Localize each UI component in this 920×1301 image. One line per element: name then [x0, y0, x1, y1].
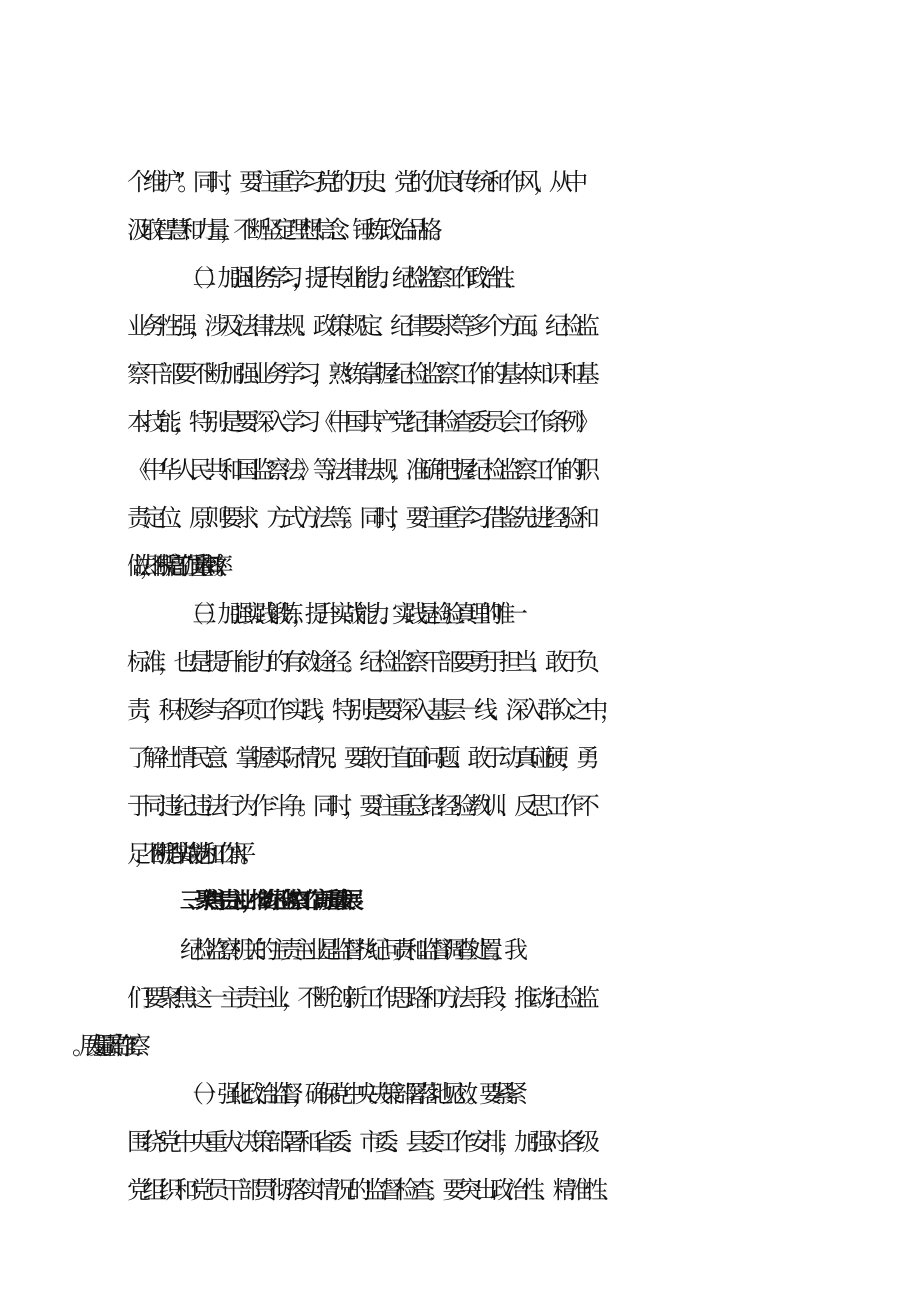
body-line-12: 责，积极参与各项工作实践，特别是要深入基层一线、深入群众之中，	[127, 696, 616, 724]
section-2-3-title-line: （三）加强实践锻炼，提升实战能力。实践是检验真理的唯一	[180, 600, 517, 628]
body-line-11: 标准，也是提升能力的有效途径。纪检监察干部要勇于担当、敢于负	[127, 648, 592, 676]
body-line-15: 足，不断提升实战能力和工作水平。	[127, 840, 248, 868]
body-line-5: 察干部要不断加强业务学习，熟练掌握纪检监察工作的基本知识和基	[127, 360, 592, 388]
section-2-2-title-line: （二）加强业务学习，提升专业能力。纪检监察工作政治性、	[180, 264, 517, 292]
section-3-heading: 三、聚焦主责主业，推动纪检监察工作高质量发展	[180, 889, 350, 914]
body-line-14: 于同违纪违法行为作斗争。同时，要注重总结经验教训、反思工作不	[127, 792, 592, 820]
body-line-9: 做法，不断提高工作质量和效率。	[127, 552, 223, 580]
body-line-19	[127, 1024, 920, 1068]
body-line-4: 业务性强，涉及法律法规、政策规定、纪律要求等多个方面。纪检监	[127, 312, 592, 340]
body-line-2: 汲取智慧和力量，不断坚定理想信念、锤炼政治品格。	[127, 216, 446, 244]
body-line-13: 了解社情民意、掌握实际情况。要敢于直面问题、敢于动真碰硬，勇	[127, 744, 592, 772]
body-line-7: 《中华人民共和国监察法》等法律法规，准确把握纪检监察工作的职	[127, 456, 592, 484]
body-line-21: 围绕党中央重大决策部署和省委、市委、县委工作安排，加强对各级	[127, 1128, 592, 1156]
body-line-17: 纪检监察机关的主责主业是监督执纪问责和监督调查处置。我	[180, 936, 517, 964]
section-3-1-title-line: （一）强化政治监督，确保党中央决策部署落地见效。要紧紧	[180, 1080, 517, 1108]
body-line-8: 责定位、原则要求、方式方法等。同时，要注重学习借鉴先进经验和	[127, 504, 592, 532]
body-line-1: 个维护”。同时，要注重学习党的历史、党的优良传统和作风，从中	[127, 168, 580, 196]
body-line-22: 党组织和党员干部贯彻落实情况的监督检查。要突出政治性、精准性、	[127, 1176, 616, 1204]
body-line-6: 本技能，特别是要深入学习《中国共产党纪律检查委员会工作条例》	[127, 408, 592, 436]
body-line-18: 们要聚焦这一主责主业，不断创新工作思路和方法手段，推动纪检监	[127, 984, 592, 1012]
